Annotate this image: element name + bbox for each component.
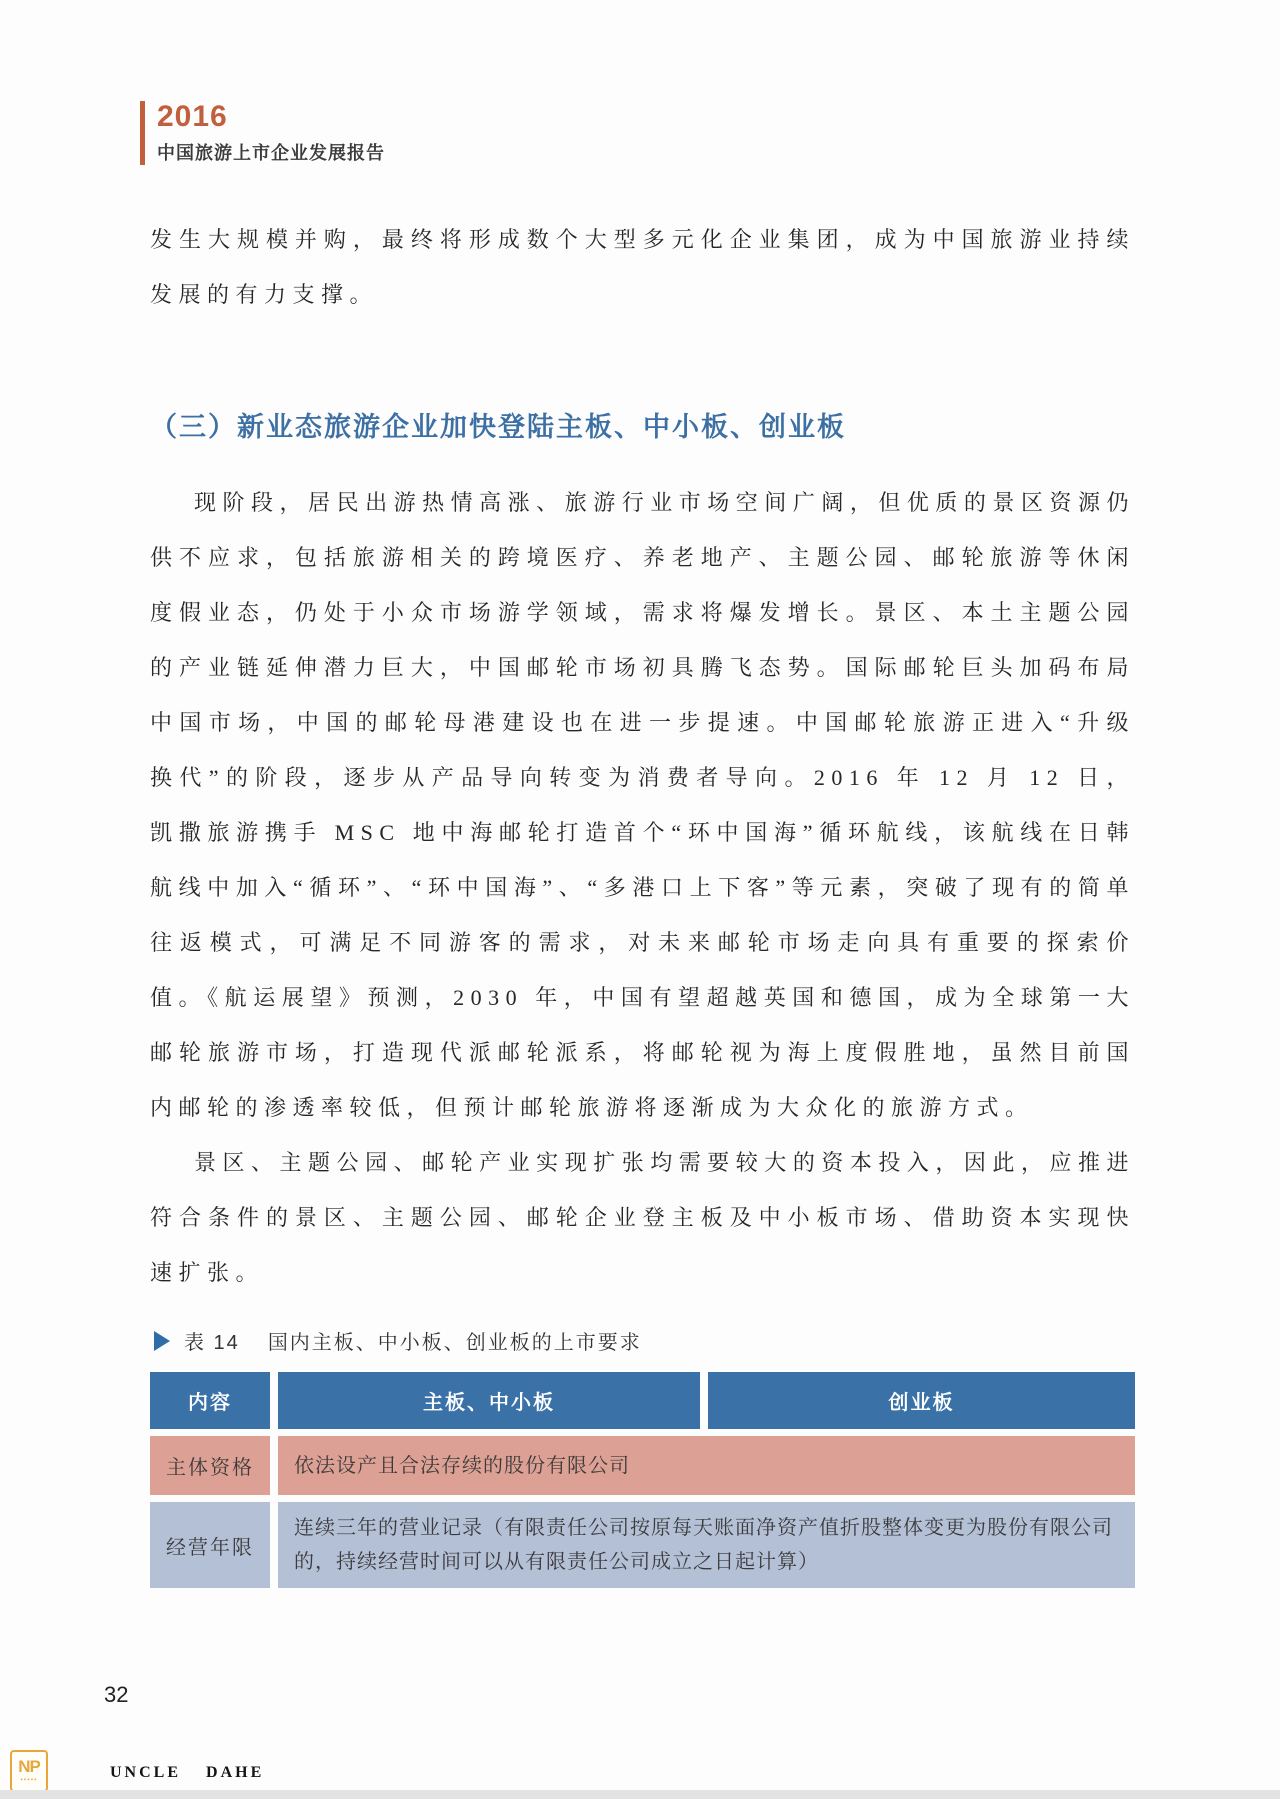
caption-marker-icon [154,1331,170,1351]
logo-dots: ••••• [20,1776,38,1784]
paragraph-body-2: 景区、主题公园、邮轮产业实现扩张均需要较大的资本投入，因此，应推进符合条件的景区、主题公园、邮轮企业登主板及中小板市场、借助资本实现快速扩张。 [150,1150,1135,1285]
bottom-edge-strip [0,1790,1280,1799]
table-header-content: 内容 [150,1372,270,1429]
header-accent-bar [140,101,145,165]
table-caption [150,1326,1135,1355]
row-content: 依法设产且合法存续的股份有限公司 [278,1436,1135,1495]
table-header-chinext: 创业板 [708,1372,1135,1429]
row-label: 经营年限 [150,1502,270,1588]
paragraph-intro: 发生大规模并购，最终将形成数个大型多元化企业集团，成为中国旅游业持续发展的有力支撑。 [150,227,1135,307]
table-header-row [150,1372,1135,1429]
page-number: 32 [104,1682,129,1707]
logo-np-text: NP [18,1757,40,1776]
row-content: 连续三年的营业记录（有限责任公司按原每天账面净资产值折股整体变更为股份有限公司的，持续经营时间可以从有限责任公司成立之日起计算） [278,1502,1135,1588]
report-title: 中国旅游上市企业发展报告 [157,143,385,163]
table-row [150,1502,1135,1588]
listing-requirements-table [150,1372,1135,1588]
row-label: 主体资格 [150,1436,270,1495]
publisher-logo [10,1750,48,1792]
table-caption-title: 国内主板、中小板、创业板的上市要求 [267,1332,642,1354]
table-caption-label: 表 14 [184,1332,240,1354]
table-header-mainboard: 主板、中小板 [278,1372,700,1429]
page-header [140,101,385,165]
table-row [150,1436,1135,1495]
paragraph-body-1: 现阶段，居民出游热情高涨、旅游行业市场空间广阔，但优质的景区资源仍供不应求，包括旅游相关的跨境医疗、养老地产、主题公园、邮轮旅游等休闲度假业态，仍处于小众市场游学领域，需求将爆发增长。景区、本土主题公园的产业链延伸潜力巨大，中国邮轮市场初具腾飞态势。国际邮轮巨头加码布局中国市场，中国的邮轮母港建设也在进一步提速。中国邮轮旅游正进入“升级换代”的阶段，逐步从产品导向转变为消费者导向。2016 年 12 月 12 日，凯撒旅游携手 MSC 地中海邮轮打造首个“环中国海”循环航线，该航线在日韩航线中加入“循环”、“环中国海”、“多港口上下客”等元素，突破了现有的简单往返模式，可满足不同游客的需求，对未来邮轮市场走向具有重要的探索价值。《航运展望》预测，2030 年，中国有望超越英国和德国，成为全球第一大邮轮旅游市场，打造现代派邮轮派系，将邮轮视为海上度假胜地，虽然目前国内邮轮的渗透率较低，但预计邮轮旅游将逐渐成为大众化的旅游方式。 [150,490,1135,1120]
brand-watermark: UNCLE DAHE [110,1764,265,1781]
report-year: 2016 [157,100,228,133]
page-body [150,212,1135,1595]
header-text-block [157,101,385,165]
section-heading: （三）新业态旅游企业加快登陆主板、中小板、创业板 [150,412,846,442]
